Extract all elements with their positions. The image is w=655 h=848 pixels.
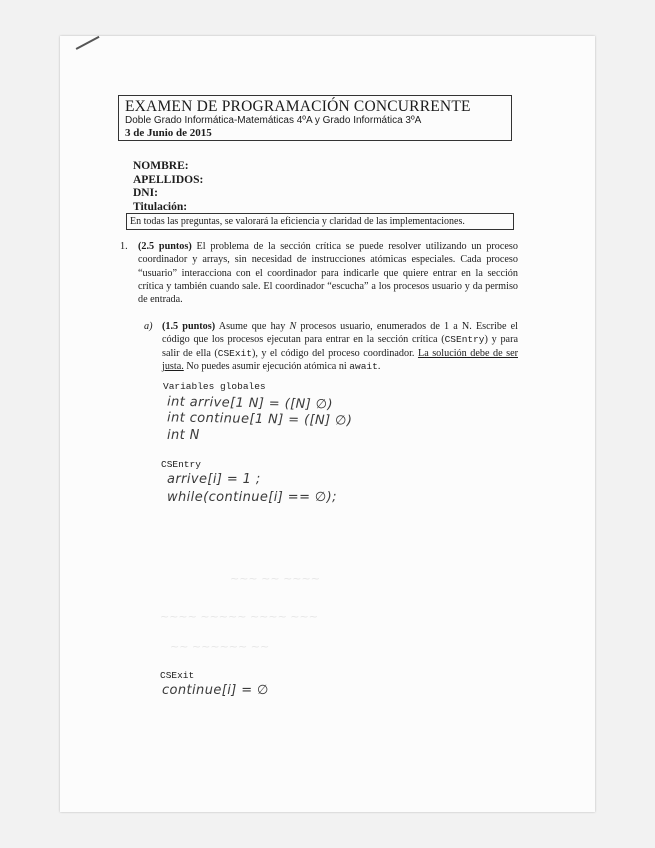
question-1a-text-1: Asume que hay <box>215 321 290 332</box>
question-1a <box>144 320 518 373</box>
question-1 <box>120 240 518 306</box>
question-1-points: (2.5 puntos) <box>138 241 192 252</box>
question-1a-csentry: CSEntry <box>444 334 485 346</box>
question-1-text: El problema de la sección crítica se puede resolver utilizando un proceso coordinador y arrays, sin necesidad de instrucciones atómicas especiales. Cada proceso “usuario” interacciona con el coordinador para indicarle que quiere entrar en la sección crítica y también cuando sale. El coordinador “escucha” a los procesos usuario y da permiso de entrada. <box>138 241 518 306</box>
question-1a-points: (1.5 puntos) <box>162 321 216 332</box>
exam-date: 3 de Junio de 2015 <box>125 127 212 139</box>
handwritten-globals-1: int arrive[1 N] = ([N] ∅) <box>166 394 334 413</box>
question-1a-await: await <box>349 360 378 372</box>
field-titulacion: Titulación: <box>133 200 188 213</box>
bleed-through: ~~~ ~~ ~~~~ <box>230 572 320 585</box>
exam-title: EXAMEN DE PROGRAMACIÓN CONCURRENTE <box>125 98 471 115</box>
handwritten-globals-3: int N <box>167 428 200 443</box>
bleed-through: ~~ ~~~~~~ ~~ <box>170 640 270 653</box>
question-1a-fairness: La solución debe de ser justa. <box>162 347 518 372</box>
question-1-number: 1. <box>120 241 128 252</box>
question-1a-text-5: No puedes asumir ejecución atómica ni <box>183 360 350 372</box>
handwritten-exit-1: continue[i] = ∅ <box>162 683 269 698</box>
csexit-label: CSExit <box>160 670 195 681</box>
question-1a-text-6: . <box>377 360 381 372</box>
field-nombre: NOMBRE: <box>133 160 189 172</box>
evaluation-note: En todas las preguntas, se valorará la eficiencia y claridad de las implementaciones. <box>126 213 514 230</box>
handwritten-entry-2: while(continue[i] == ∅); <box>167 490 337 505</box>
bleed-through: ~~~~ ~~~~~ ~~~~ ~~~ <box>160 610 318 623</box>
question-1a-text-3: ) y para salir de ella ( <box>162 334 518 359</box>
exam-subtitle: Doble Grado Informática-Matemáticas 4ºA y Grado Informática 3ºA <box>125 115 422 126</box>
student-fields <box>133 160 203 214</box>
field-apellidos: APELLIDOS: <box>133 173 204 186</box>
question-1a-text-2: procesos usuario, enumerados de 1 a N. Escribe el código que los procesos ejecutan para entrar en la sección crítica ( <box>162 321 518 346</box>
question-1a-label: a) <box>144 321 153 332</box>
handwritten-entry-1: arrive[i] = 1 ; <box>167 472 261 487</box>
handwritten-globals-2: int continue[1 N] = ([N] ∅) <box>166 410 353 429</box>
globals-label: Variables globales <box>163 381 266 392</box>
question-1a-csexit: CSExit <box>217 347 252 359</box>
question-1a-text-4: ), y el código del proceso coordinador. <box>251 347 418 359</box>
header-box <box>118 95 512 141</box>
question-1a-n: N <box>289 321 297 332</box>
csentry-label: CSEntry <box>161 459 201 470</box>
field-dni: DNI: <box>133 187 158 199</box>
